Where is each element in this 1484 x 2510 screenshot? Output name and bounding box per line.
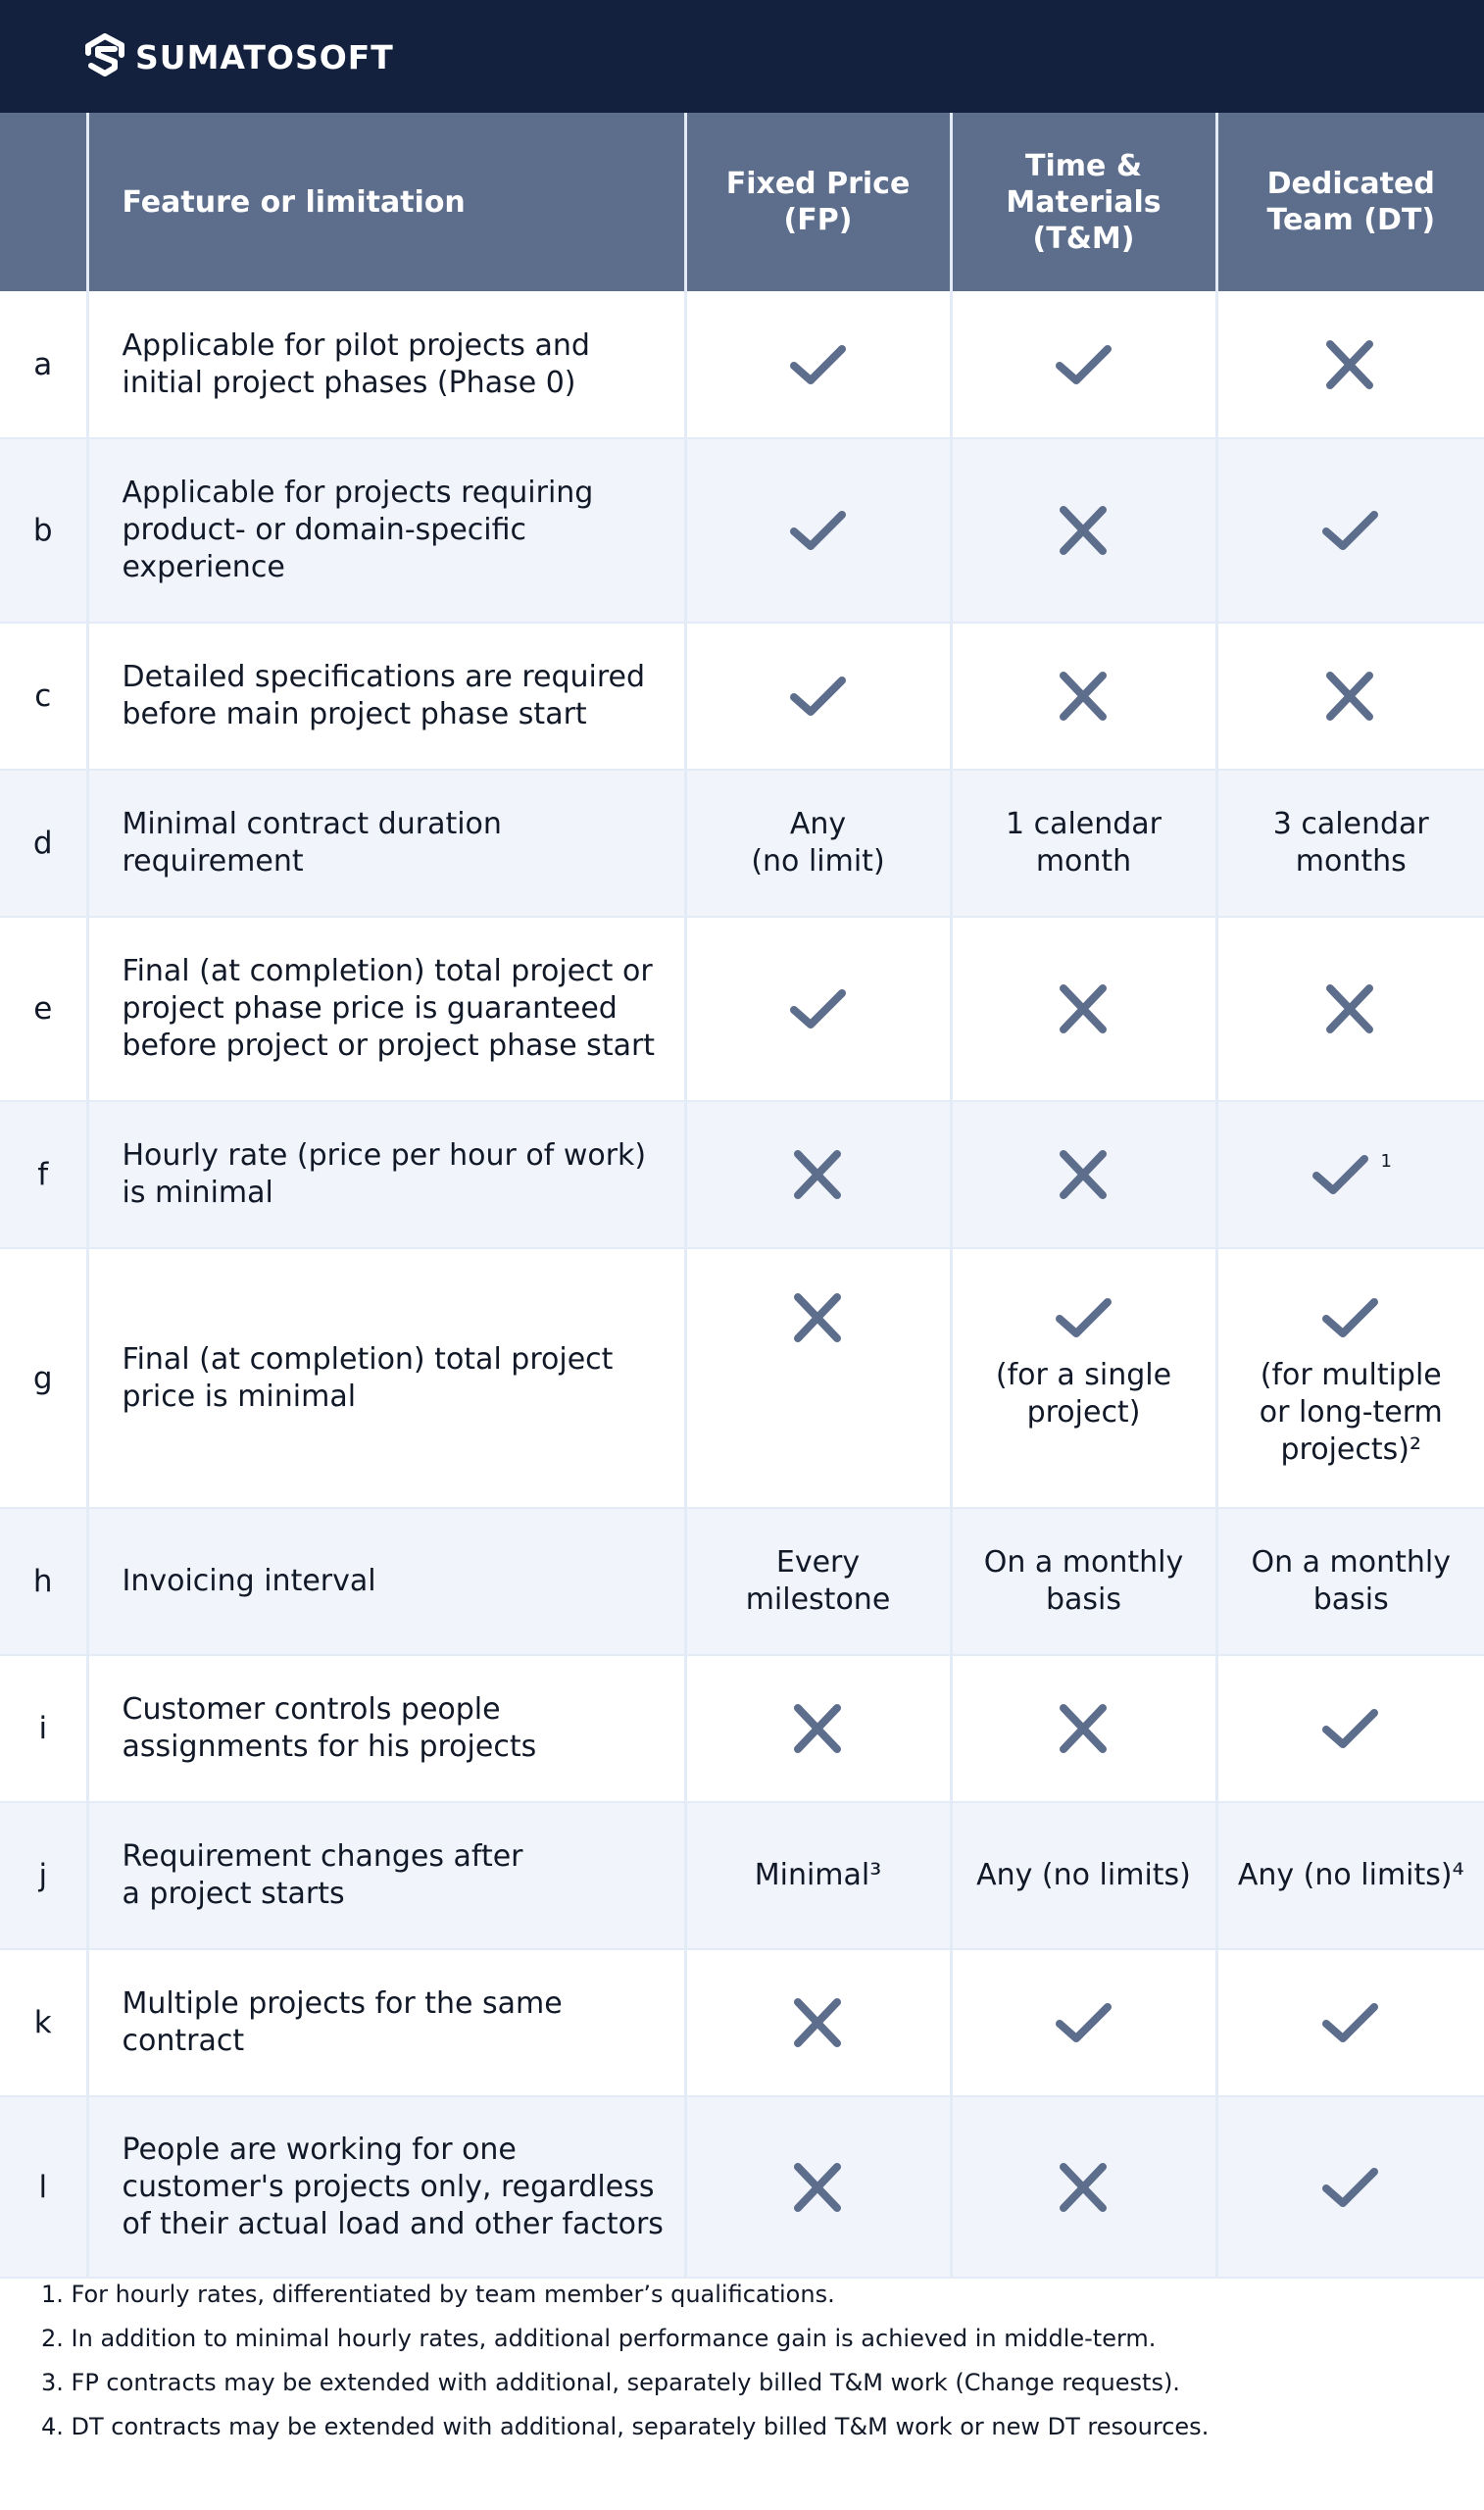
row-feature: Applicable for projects requiring product- or domain-specific experience (87, 438, 685, 623)
cell-fixed-price (685, 1101, 951, 1248)
check-icon (1320, 503, 1381, 558)
header-dedicated-team-label: Dedicated Team (DT) (1266, 167, 1436, 237)
cell-text: Any (no limits) (976, 1858, 1191, 1892)
cell-fixed-price (685, 291, 951, 438)
cell-dedicated-team (1216, 770, 1484, 917)
cell-fixed-price (685, 2096, 951, 2278)
cross-icon (1320, 981, 1381, 1036)
cell-note: (for multiple or long-term projects)² (1259, 1358, 1443, 1467)
header-feature (87, 113, 685, 291)
cell-fixed-price (685, 623, 951, 770)
row-feature: Invoicing interval (87, 1508, 685, 1655)
sumatosoft-logo-icon (84, 33, 125, 80)
cell-time-materials (951, 438, 1216, 623)
cell-dedicated-team (1216, 1949, 1484, 2096)
footnote-ref: 1 (1380, 1151, 1392, 1172)
row-feature: People are working for one customer's projects only, regardless of their actual load and other factors (87, 2096, 685, 2278)
cell-text: Minimal³ (754, 1858, 882, 1892)
row-feature: Applicable for pilot projects and initial project phases (Phase 0) (87, 291, 685, 438)
comparison-table (0, 113, 1484, 2279)
row-id: a (0, 291, 87, 438)
table-row (0, 2096, 1484, 2278)
cell-note: (for a single project) (995, 1358, 1172, 1430)
row-id: j (0, 1802, 87, 1949)
table-row (0, 770, 1484, 917)
cross-icon (1320, 669, 1381, 724)
check-icon (1320, 1701, 1381, 1756)
cell-time-materials (951, 623, 1216, 770)
header-dedicated-team (1216, 113, 1484, 291)
table-header-row (0, 113, 1484, 291)
check-icon (788, 981, 849, 1036)
cell-text: On a monthly basis (983, 1545, 1184, 1617)
check-icon (1054, 1290, 1114, 1345)
cell-time-materials (951, 1508, 1216, 1655)
cell-dedicated-team (1216, 1802, 1484, 1949)
table-row (0, 1248, 1484, 1508)
row-id: l (0, 2096, 87, 2278)
footnote-1: 1. For hourly rates, differentiated by team member’s qualifications. (41, 2281, 835, 2308)
cross-icon (1054, 1701, 1114, 1756)
cell-text: 1 calendar month (1005, 807, 1162, 878)
cell-time-materials (951, 1655, 1216, 1802)
cross-icon (788, 1701, 849, 1756)
brand-name: SUMATOSOFT (135, 37, 394, 76)
cell-fixed-price (685, 770, 951, 917)
cell-dedicated-team (1216, 2096, 1484, 2278)
table-row (0, 1949, 1484, 2096)
cell-text: On a monthly basis (1251, 1545, 1452, 1617)
cell-dedicated-team (1216, 438, 1484, 623)
cell-time-materials (951, 1101, 1216, 1248)
cell-dedicated-team (1216, 1101, 1484, 1248)
cross-icon (788, 1995, 849, 2050)
row-id: h (0, 1508, 87, 1655)
check-icon (788, 337, 849, 392)
cell-time-materials (951, 1802, 1216, 1949)
table-row (0, 1655, 1484, 1802)
footnote-4: 4. DT contracts may be extended with additional, separately billed T&M work or new DT resources. (41, 2413, 1210, 2440)
cell-time-materials (951, 1949, 1216, 2096)
cell-dedicated-team (1216, 623, 1484, 770)
check-icon (1320, 1995, 1381, 2050)
cross-icon (1054, 669, 1114, 724)
row-id: b (0, 438, 87, 623)
cell-dedicated-team (1216, 291, 1484, 438)
cell-fixed-price (685, 1949, 951, 2096)
row-feature: Multiple projects for the same contract (87, 1949, 685, 2096)
check-icon (788, 669, 849, 724)
cross-icon (1320, 337, 1381, 392)
table-row (0, 291, 1484, 438)
header-time-materials-label: Time & Materials (T&M) (1006, 148, 1162, 256)
header-fixed-price-label: Fixed Price (FP) (725, 167, 911, 237)
check-icon (1320, 1290, 1381, 1345)
cross-icon (1054, 2160, 1114, 2215)
row-id: e (0, 917, 87, 1101)
table-row (0, 1101, 1484, 1248)
cell-fixed-price (685, 917, 951, 1101)
cell-fixed-price (685, 1655, 951, 1802)
cell-text: Any (no limit) (751, 807, 885, 878)
row-feature: Detailed specifications are required before main project phase start (87, 623, 685, 770)
footnote-2: 2. In addition to minimal hourly rates, additional performance gain is achieved in middle-term. (41, 2325, 1157, 2352)
row-id: f (0, 1101, 87, 1248)
cell-time-materials (951, 291, 1216, 438)
row-id: d (0, 770, 87, 917)
cell-text: Any (no limits)⁴ (1237, 1858, 1464, 1892)
cross-icon (788, 1290, 849, 1345)
check-icon (1320, 2160, 1381, 2215)
table-row (0, 623, 1484, 770)
table-row (0, 1508, 1484, 1655)
check-icon (1054, 337, 1114, 392)
cross-icon (1054, 503, 1114, 558)
cell-text: Every milestone (745, 1545, 891, 1617)
cross-icon (1054, 981, 1114, 1036)
cell-time-materials (951, 917, 1216, 1101)
row-feature: Hourly rate (price per hour of work) is minimal (87, 1101, 685, 1248)
table-row (0, 917, 1484, 1101)
cross-icon (1054, 1147, 1114, 1202)
row-id: g (0, 1248, 87, 1508)
cell-time-materials (951, 1248, 1216, 1508)
check-icon (788, 503, 849, 558)
cell-dedicated-team (1216, 1248, 1484, 1508)
header-fixed-price (685, 113, 951, 291)
row-feature: Final (at completion) total project or project phase price is guaranteed before project or project phase start (87, 917, 685, 1101)
cell-fixed-price (685, 1248, 951, 1508)
table-row (0, 438, 1484, 623)
row-feature: Requirement changes after a project starts (87, 1802, 685, 1949)
header-feature-label: Feature or limitation (122, 184, 466, 220)
cell-time-materials (951, 2096, 1216, 2278)
cross-icon (788, 2160, 849, 2215)
cell-time-materials (951, 770, 1216, 917)
cross-icon (788, 1147, 849, 1202)
cell-fixed-price (685, 438, 951, 623)
check-icon (1311, 1147, 1371, 1202)
cell-dedicated-team (1216, 917, 1484, 1101)
header-id (0, 113, 87, 291)
table-row (0, 1802, 1484, 1949)
row-feature: Minimal contract duration requirement (87, 770, 685, 917)
cell-fixed-price (685, 1508, 951, 1655)
brand-logo[interactable] (84, 31, 394, 82)
check-icon (1054, 1995, 1114, 2050)
footnote-3: 3. FP contracts may be extended with additional, separately billed T&M work (Change requests). (41, 2369, 1180, 2396)
row-id: c (0, 623, 87, 770)
cell-dedicated-team (1216, 1655, 1484, 1802)
header-time-materials (951, 113, 1216, 291)
cell-fixed-price (685, 1802, 951, 1949)
row-feature: Final (at completion) total project price is minimal (87, 1248, 685, 1508)
cell-dedicated-team (1216, 1508, 1484, 1655)
row-id: i (0, 1655, 87, 1802)
row-id: k (0, 1949, 87, 2096)
top-bar (0, 0, 1484, 113)
cell-text: 3 calendar months (1272, 807, 1429, 878)
row-feature: Customer controls people assignments for his projects (87, 1655, 685, 1802)
footnotes (41, 2273, 1209, 2449)
